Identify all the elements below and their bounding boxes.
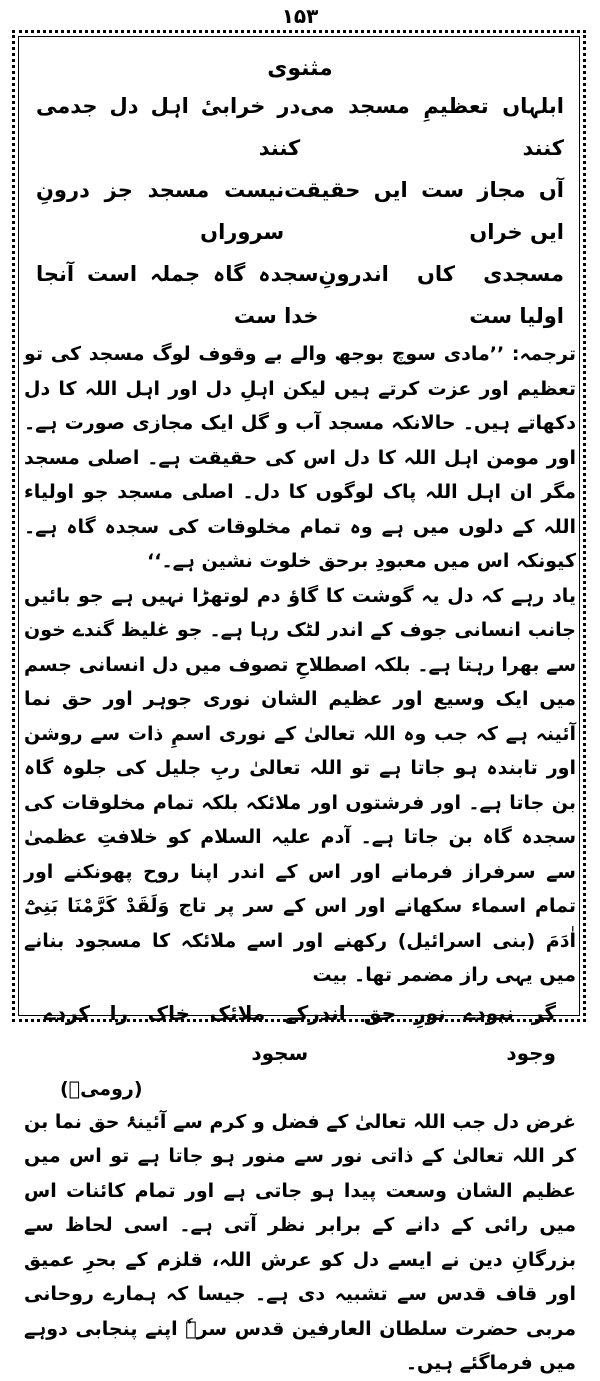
closing-paragraph: غرض دل جب اللہ تعالیٰ کے فضل و کرم سے آئینۂ حق نما بن کر اللہ تعالیٰ کے ذاتی نور سے منور ہو جاتا ہے تو اس میں عظیم الشان وسعت پیدا ہو جاتی ہے اور تمام کائنات اس میں رائی کے دانے کے برابر نظر آتی ہے۔ اسی لحاظ سے بزرگانِ دین نے ایسے دل کو عرش اللہ، قلزم کے بحرِ عمیق اور قاف قدس سے تشبیہ دی ہے۔ جیسا کہ ہمارے روحانی مربی حضرت سلطان العارفین قدس سرہٗ اپنے پنجابی دوہے میں فرماگئے ہیں۔ — [24, 1110, 576, 1374]
verse-right-hemistich: آں مجاز ست ایں حقیقت ایں خراں — [284, 178, 564, 244]
body-paragraph: یاد رہے کہ دل یہ گوشت کا گاؤ دم لوتھڑا نہیں ہے جو بائیں جانب انسانی جوف کے اندر لٹک رہا ہے۔ جو غلیظ گندے خون سے بھرا رہتا ہے۔ بلکہ اصطلاحِ تصوف میں دل انسانی جسم میں ایک وسیع اور عظیم الشان نوری جوہر اور حق نما آئینہ ہے کہ جب وہ اللہ تعالیٰ کے نوری اسمِ ذات سے روشن اور تابندہ ہو جاتا ہے تو اللہ تعالیٰ ربِ جلیل کی جلوہ گاہ بن جاتا ہے۔ اور فرشتوں اور ملائکہ بلکہ تمام مخلوقات کی سجدہ گاہ بن جاتا ہے۔ آدم علیہ السلام کو خلافتِ عظمیٰ سے سرفراز فرمانے اور اس کے اندر اپنا روح پھونکنے اور تمام اسماء سکھانے اور اس کے سر پر تاج وَلَقَدْ کَرَّمْنَا بَنِیْٓ اٰدَمَ (بنی اسرائیل) رکھنے اور اسے ملائکہ کا مسجود بنانے میں یہی راز مضمر تھا۔ بیت — [24, 584, 576, 986]
couplet-left-hemistich: کے ملائک خاک را کردے سجود — [44, 1000, 309, 1065]
verse-right-hemistich: ابلہاں تعظیمِ مسجد می کنند — [300, 94, 564, 160]
verse-line — [24, 85, 576, 169]
couplet-right-hemistich: گر نبودے نورِ حق اندر وجود — [308, 1000, 556, 1065]
verse-line — [24, 253, 576, 337]
section-heading: مثنوی — [267, 56, 333, 81]
attribution: (رومیؒ) — [60, 1077, 143, 1100]
page-content — [24, 44, 576, 1381]
verse-line — [24, 169, 576, 253]
verse-right-hemistich: مسجدی کاں اندرونِ اولیا ست — [318, 262, 564, 328]
verse-left-hemistich: در خرابیٔ اہل دل جدمی کنند — [36, 94, 301, 160]
verse-left-hemistich: نیست مسجد جز درونِ سروراں — [36, 178, 285, 244]
couplet — [24, 993, 576, 1073]
translation-paragraph: ترجمہ: ’’مادی سوچ بوجھ والے بے وقوف لوگ مسجد کی تو تعظیم اور عزت کرتے ہیں لیکن اہلِ دل اور اہل اللہ کا دل دکھاتے ہیں۔ حالانکہ مسجد آب و گل ایک مجازی صورت ہے۔ اور مومن اہل اللہ کا دل اس کی حقیقت ہے۔ اصلی مسجد مگر ان اہل اللہ پاک لوگوں کا دل۔ اصلی مسجد جو اولیاء اللہ کے دلوں میں ہے وہ تمام مخلوقات کی سجدہ گاہ ہے۔ کیونکہ اس میں معبودِ برحق خلوت نشین ہے۔‘‘ — [24, 343, 576, 572]
verse-left-hemistich: سجدہ گاہ جملہ است آنجا خدا ست — [36, 262, 319, 328]
page-number: ۱۵۳ — [281, 4, 319, 28]
